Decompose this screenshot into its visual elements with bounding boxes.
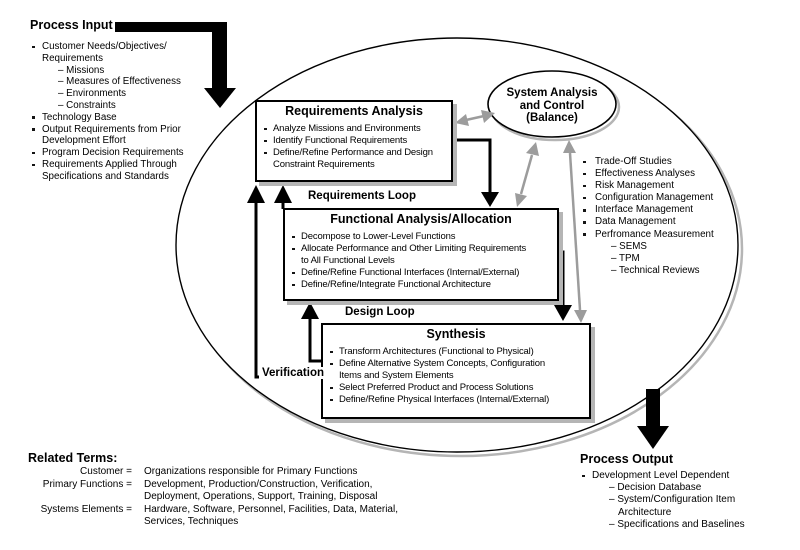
list-item: Define/Refine Functional Interfaces (Internal/External) [285,267,557,279]
process-input-list [30,41,200,183]
table-row [30,504,410,529]
list-item: Configuration Management [581,192,771,204]
list-item: – Specifications and Baselines [609,518,745,530]
list-item: Identify Functional Requirements [257,135,451,147]
list-item: Transform Architectures (Functional to Physical) [323,346,589,358]
table-row [30,466,410,479]
list-item: – Decision Database [609,482,702,494]
box-items [257,123,451,171]
table-row [30,479,410,504]
process-output-title: Process Output [580,452,674,466]
list-item: Program Decision Requirements [30,147,200,159]
definition-line: Organizations responsible for Primary Functions [144,466,358,477]
list-item: – Measures of Effectiveness [58,76,181,88]
list-item: Output Requirements from Prior [30,124,200,136]
list-item: Define/Refine Performance and Design Constraint Requirements [257,147,451,171]
list-item: Define/Refine/Integrate Functional Architecture [285,279,557,291]
list-item: – Technical Reviews [611,264,700,276]
process-output-list [580,470,790,531]
design-loop-label: Design Loop [345,306,415,318]
term-cell: Customer = [80,466,132,477]
list-item: Customer Needs/Objectives/ [30,41,200,53]
requirements-loop-label: Requirements Loop [308,190,416,202]
label-line: and Control [519,99,585,112]
related-terms-table [30,466,410,529]
list-item: – Missions [58,64,105,76]
list-item: Effectiveness Analyses [581,168,771,180]
label-line: System Analysis [506,87,598,99]
list-item: Decompose to Lower-Level Functions [285,231,557,243]
box-title: Synthesis [426,327,486,341]
box-items [285,231,557,291]
process-input-title: Process Input [30,18,113,32]
label-line: (Balance) [526,112,578,125]
definition-cell [144,504,398,529]
list-item: – System/Configuration Item [609,494,736,506]
definition-cell [144,479,377,504]
term-cell: Systems Elements = [40,503,132,515]
list-item: Specifications and Standards [42,170,169,182]
definition-line: Deployment, Operations, Support, Training, Disposal [144,491,378,503]
system-analysis-activities-list [581,156,771,277]
functional-analysis-box [283,208,559,301]
definition-line: Services, Techniques [144,516,239,528]
list-item: Risk Management [581,180,771,192]
list-item: Define Alternative System Concepts, Configuration Items and System Elements [323,358,589,382]
verification-label: Verification [259,367,327,379]
synthesis-box [321,323,591,419]
list-item: Data Management [581,216,771,228]
list-item: Requirements Applied Through [30,159,200,171]
list-item: – TPM [611,252,640,264]
list-item: Allocate Performance and Other Limiting Requirements to All Functional Levels [285,243,557,267]
list-item: Define/Refine Physical Interfaces (Internal/External) [323,394,589,406]
definition-line: Development, Production/Construction, Verification, [144,478,373,490]
requirements-analysis-box [255,100,453,182]
list-item: – SEMS [611,240,647,252]
list-item: Analyze Missions and Environments [257,123,451,135]
list-item: Architecture [618,506,672,518]
term-cell: Primary Functions = [42,478,132,490]
box-items [323,346,589,406]
list-item: Select Preferred Product and Process Solutions [323,382,589,394]
definition-cell [144,466,357,479]
list-item: Technology Base [30,112,200,124]
list-item: – Environments [58,88,127,100]
list-item: Development Level Dependent [580,470,790,482]
related-terms-title: Related Terms: [28,451,118,465]
box-title: Functional Analysis/Allocation [330,212,512,226]
box-title: Requirements Analysis [285,104,423,118]
list-item: Trade-Off Studies [581,156,771,168]
system-analysis-label [492,87,612,125]
list-item: Perfromance Measurement [581,229,771,241]
list-item: Development Effort [42,135,126,147]
list-item: Requirements [42,52,103,64]
list-item: Interface Management [581,204,771,216]
definition-line: Hardware, Software, Personnel, Facilities, Data, Material, [144,503,398,515]
list-item: – Constraints [58,99,116,111]
